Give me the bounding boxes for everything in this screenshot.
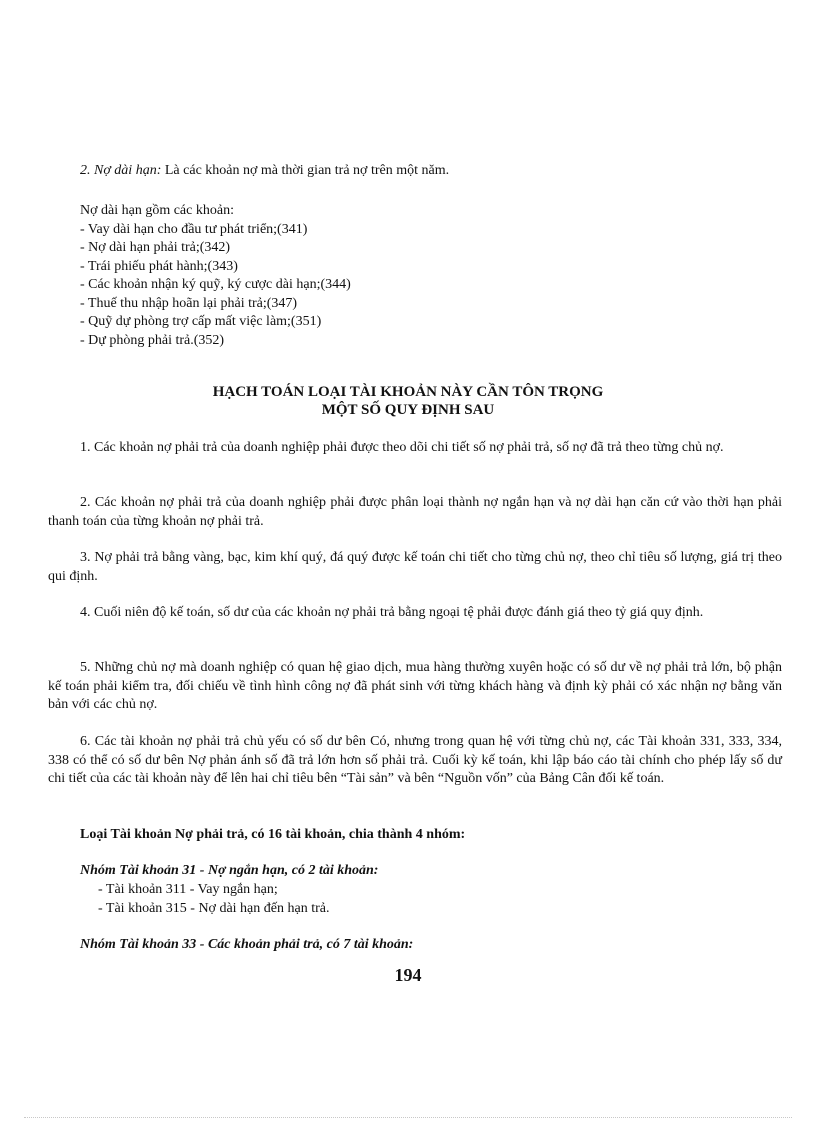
intro-text: Là các khoản nợ mà thời gian trả nợ trên một năm. — [161, 163, 450, 178]
intro-lead: 2. Nợ dài hạn: — [80, 163, 162, 178]
list-item: - Vay dài hạn cho đầu tư phát triển;(341) — [80, 221, 308, 237]
rule-text: 4. Cuối niên độ kế toán, số dư của các khoản nợ phải trả bằng ngoại tệ phải được đánh giá theo tỷ giá quy định. — [80, 605, 704, 620]
rule-text: 5. Những chủ nợ mà doanh nghiệp có quan hệ giao dịch, mua hàng thường xuyên hoặc có số dư về nợ phải trả lớn, bộ phận kế toán phải kiểm tra, đối chiếu về tình hình công nợ đã phát sinh với từng khách hàng và định kỳ phải có xác nhận nợ bằng văn bản với các chủ nợ. — [48, 660, 782, 712]
rule-paragraph — [48, 604, 782, 623]
list-item: - Nợ dài hạn phải trả;(342) — [80, 240, 231, 255]
rule-text: 1. Các khoản nợ phải trả của doanh nghiệp phải được theo dõi chi tiết số nợ phải trả, số nợ đã trả theo từng chủ nợ. — [80, 440, 724, 455]
footer-divider — [24, 1117, 792, 1118]
list-item: - Quỹ dự phòng trợ cấp mất việc làm;(351) — [80, 314, 322, 329]
long-term-debt-definition — [80, 162, 760, 181]
group-item: - Tài khoản 311 - Vay ngắn hạn; — [98, 882, 278, 897]
rule-text: 3. Nợ phải trả bằng vàng, bạc, kim khí quý, đá quý được kế toán chi tiết cho từng chủ nợ, theo chỉ tiêu số lượng, giá trị theo qui định. — [48, 550, 782, 584]
section-heading — [0, 383, 816, 419]
group-title: Nhóm Tài khoản 31 - Nợ ngắn hạn, có 2 tài khoản: — [80, 863, 379, 878]
long-term-debt-list — [80, 202, 760, 350]
rule-paragraph — [48, 494, 782, 531]
rule-paragraph — [48, 439, 782, 458]
rule-paragraph — [48, 659, 782, 715]
rule-paragraph — [48, 733, 782, 789]
group-items — [98, 881, 329, 918]
page-number: 194 — [394, 965, 422, 985]
list-item: - Dự phòng phải trả.(352) — [80, 332, 225, 348]
list-item: - Các khoản nhận ký quỹ, ký cược dài hạn;(344) — [80, 277, 351, 292]
rule-paragraph — [48, 549, 782, 586]
group-item: - Tài khoản 315 - Nợ dài hạn đến hạn trả. — [98, 900, 330, 916]
list-item: - Thuế thu nhập hoãn lại phải trả;(347) — [80, 295, 298, 311]
account-summary: Loại Tài khoản Nợ phải trả, có 16 tài khoản, chia thành 4 nhóm: — [80, 827, 466, 842]
list-item: - Trái phiếu phát hành;(343) — [80, 258, 238, 274]
section-heading-line: HẠCH TOÁN LOẠI TÀI KHOẢN NÀY CẦN TÔN TRỌNG — [212, 384, 604, 400]
intro-line — [80, 162, 760, 181]
list-heading: Nợ dài hạn gồm các khoản: — [80, 203, 234, 218]
rule-text: 2. Các khoản nợ phải trả của doanh nghiệp phải được phân loại thành nợ ngắn hạn và nợ dài hạn căn cứ vào thời hạn phải thanh toán của từng khoản nợ phải trả. — [48, 495, 782, 529]
rule-text: 6. Các tài khoản nợ phải trả chủ yếu có số dư bên Có, nhưng trong quan hệ với từng chủ nợ, các Tài khoản 331, 333, 334, 338 có thể có số dư bên Nợ phản ánh số đã trả lớn hơn số phải trả. Cuối kỳ kế toán, khi lập báo cáo tài chính cho phép lấy số dư chi tiết của các tài khoản này để lên hai chỉ tiêu bên “Tài sản” và bên “Nguồn vốn” của Bảng Cân đối kế toán. — [48, 734, 782, 786]
group-title: Nhóm Tài khoản 33 - Các khoản phải trả, có 7 tài khoản: — [80, 937, 414, 952]
section-heading-line: MỘT SỐ QUY ĐỊNH SAU — [321, 402, 495, 418]
